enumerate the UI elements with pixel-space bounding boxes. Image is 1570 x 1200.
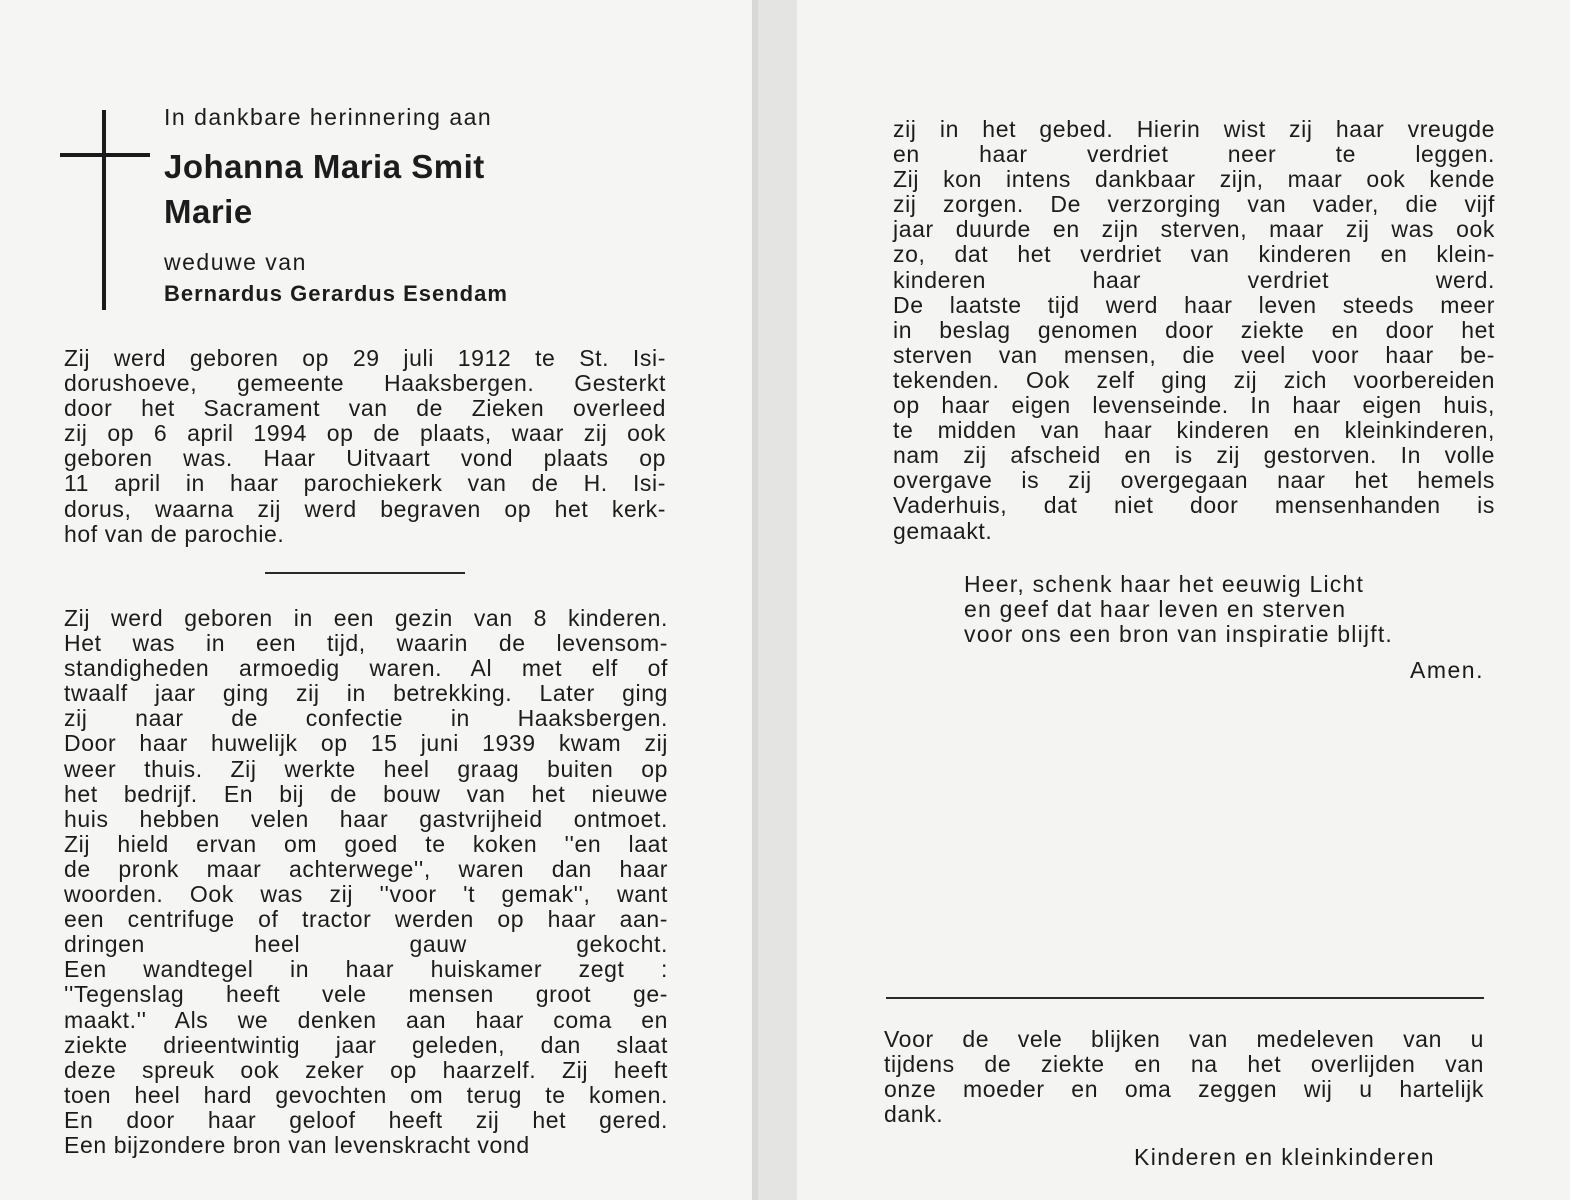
text-line: twaalf jaar ging zij in betrekking. Later ging xyxy=(64,680,668,707)
text-line: dorushoeve, gemeente Haaksbergen. Gesterkt xyxy=(64,370,666,397)
text-line: in beslag genomen door ziekte en door het xyxy=(893,316,1495,343)
separator-line xyxy=(265,572,465,574)
prayer xyxy=(964,572,1393,647)
text-line: Zij werd geboren in een gezin van 8 kinderen. xyxy=(64,605,668,631)
text-line: ziekte drieentwintig jaar geleden, dan slaat xyxy=(64,1031,668,1058)
widow-label: weduwe van xyxy=(164,249,307,275)
cross-icon xyxy=(102,110,106,310)
deceased-name: Johanna Maria Smit xyxy=(164,148,485,185)
text-line: 11 april in haar parochiekerk van de H. Isi- xyxy=(64,470,666,497)
text-line: zo, dat het verdriet van kinderen en klein- xyxy=(893,241,1495,268)
text-line: dringen heel gauw gekocht. xyxy=(64,931,668,958)
text-line: maakt.'' Als we denken aan haar coma en xyxy=(64,1006,668,1033)
text-line: Zij kon intens dankbaar zijn, maar ook kende xyxy=(893,166,1495,193)
text-line: Het was in een tijd, waarin de levensom- xyxy=(64,630,668,657)
text-line: toen heel hard gevochten om terug te komen. xyxy=(64,1081,668,1108)
text-line: sterven van mensen, die veel voor haar be- xyxy=(893,341,1495,368)
card-edge-shadow xyxy=(752,0,758,1200)
signoff: Kinderen en kleinkinderen xyxy=(1134,1144,1435,1170)
text-line: dank. xyxy=(884,1101,944,1128)
spouse-name: Bernardus Gerardus Esendam xyxy=(164,281,508,306)
prayer-line: en geef dat haar leven en sterven xyxy=(964,596,1347,622)
text-line: zij op 6 april 1994 op de plaats, waar zij ook xyxy=(64,420,666,447)
text-line: weer thuis. Zij werkte heel graag buiten op xyxy=(64,755,668,782)
text-line: Zij hield ervan om goed te koken ''en laat xyxy=(64,830,668,857)
text-line: tekenden. Ook zelf ging zij zich voorbereiden xyxy=(893,366,1495,393)
text-line: En door haar geloof heeft zij het gered. xyxy=(64,1106,668,1133)
prayer-line: voor ons een bron van inspiratie blijft. xyxy=(964,621,1393,647)
text-line: kinderen haar verdriet werd. xyxy=(893,266,1495,293)
text-line: zij zorgen. De verzorging van vader, die vijf xyxy=(893,191,1495,218)
text-line: te midden van haar kinderen en kleinkinderen, xyxy=(893,417,1495,444)
text-line: op haar eigen levenseinde. In haar eigen huis, xyxy=(893,392,1495,419)
text-line: dorus, waarna zij werd begraven op het kerk- xyxy=(64,495,666,522)
text-line: overgave is zij overgegaan naar het hemels xyxy=(893,467,1495,494)
prayer-line: Heer, schenk haar het eeuwig Licht xyxy=(964,571,1365,597)
text-line: woorden. Ook was zij ''voor 't gemak'', want xyxy=(64,881,668,908)
thanks-paragraph xyxy=(884,1027,1484,1127)
left-card-page xyxy=(0,0,752,1200)
text-line: jaar duurde en zijn sterven, maar zij was ook xyxy=(893,216,1495,243)
text-line: een centrifuge of tractor werden op haar aan- xyxy=(64,906,668,933)
text-line: tijdens de ziekte en na het overlijden van xyxy=(884,1051,1484,1078)
text-line: en haar verdriet neer te leggen. xyxy=(893,141,1495,168)
text-line: zij naar de confectie in Haaksbergen. xyxy=(64,705,668,732)
text-line: standigheden armoedig waren. Al met elf of xyxy=(64,655,668,682)
deceased-nickname: Marie xyxy=(164,193,253,230)
amen: Amen. xyxy=(1410,657,1484,683)
life-story-continued xyxy=(893,117,1495,544)
text-line: hof van de parochie. xyxy=(64,520,285,547)
text-line: geboren was. Haar Uitvaart vond plaats op xyxy=(64,445,666,472)
text-line: door het Sacrament van de Zieken overleed xyxy=(64,395,666,422)
text-line: De laatste tijd werd haar leven steeds meer xyxy=(893,291,1495,318)
biography-paragraph xyxy=(64,346,666,547)
text-line: Vaderhuis, dat niet door mensenhanden is xyxy=(893,492,1495,519)
text-line: Voor de vele blijken van medeleven van u xyxy=(884,1026,1484,1052)
text-line: Een bijzondere bron van levenskracht vond xyxy=(64,1131,530,1158)
intro-text: In dankbare herinnering aan xyxy=(164,104,493,130)
text-line: gemaakt. xyxy=(893,517,993,544)
text-line: huis hebben velen haar gastvrijheid ontmoet. xyxy=(64,805,668,832)
separator-line xyxy=(886,997,1484,999)
text-line: deze spreuk ook zeker op haarzelf. Zij heeft xyxy=(64,1056,668,1083)
text-line: ''Tegenslag heeft vele mensen groot ge- xyxy=(64,981,668,1008)
cross-icon-bar xyxy=(60,153,150,157)
text-line: Door haar huwelijk op 15 juni 1939 kwam zij xyxy=(64,730,668,757)
life-story-paragraph xyxy=(64,606,668,1158)
text-line: onze moeder en oma zeggen wij u hartelijk xyxy=(884,1076,1484,1103)
text-line: de pronk maar achterwege'', waren dan haar xyxy=(64,855,668,882)
text-line: Zij werd geboren op 29 juli 1912 te St. Isi- xyxy=(64,345,666,371)
text-line: zij in het gebed. Hierin wist zij haar vreugde xyxy=(893,116,1495,142)
text-line: Een wandtegel in haar huiskamer zegt : xyxy=(64,956,668,983)
text-line: het bedrijf. En bij de bouw van het nieuwe xyxy=(64,780,668,807)
text-line: nam zij afscheid en is zij gestorven. In volle xyxy=(893,442,1495,469)
